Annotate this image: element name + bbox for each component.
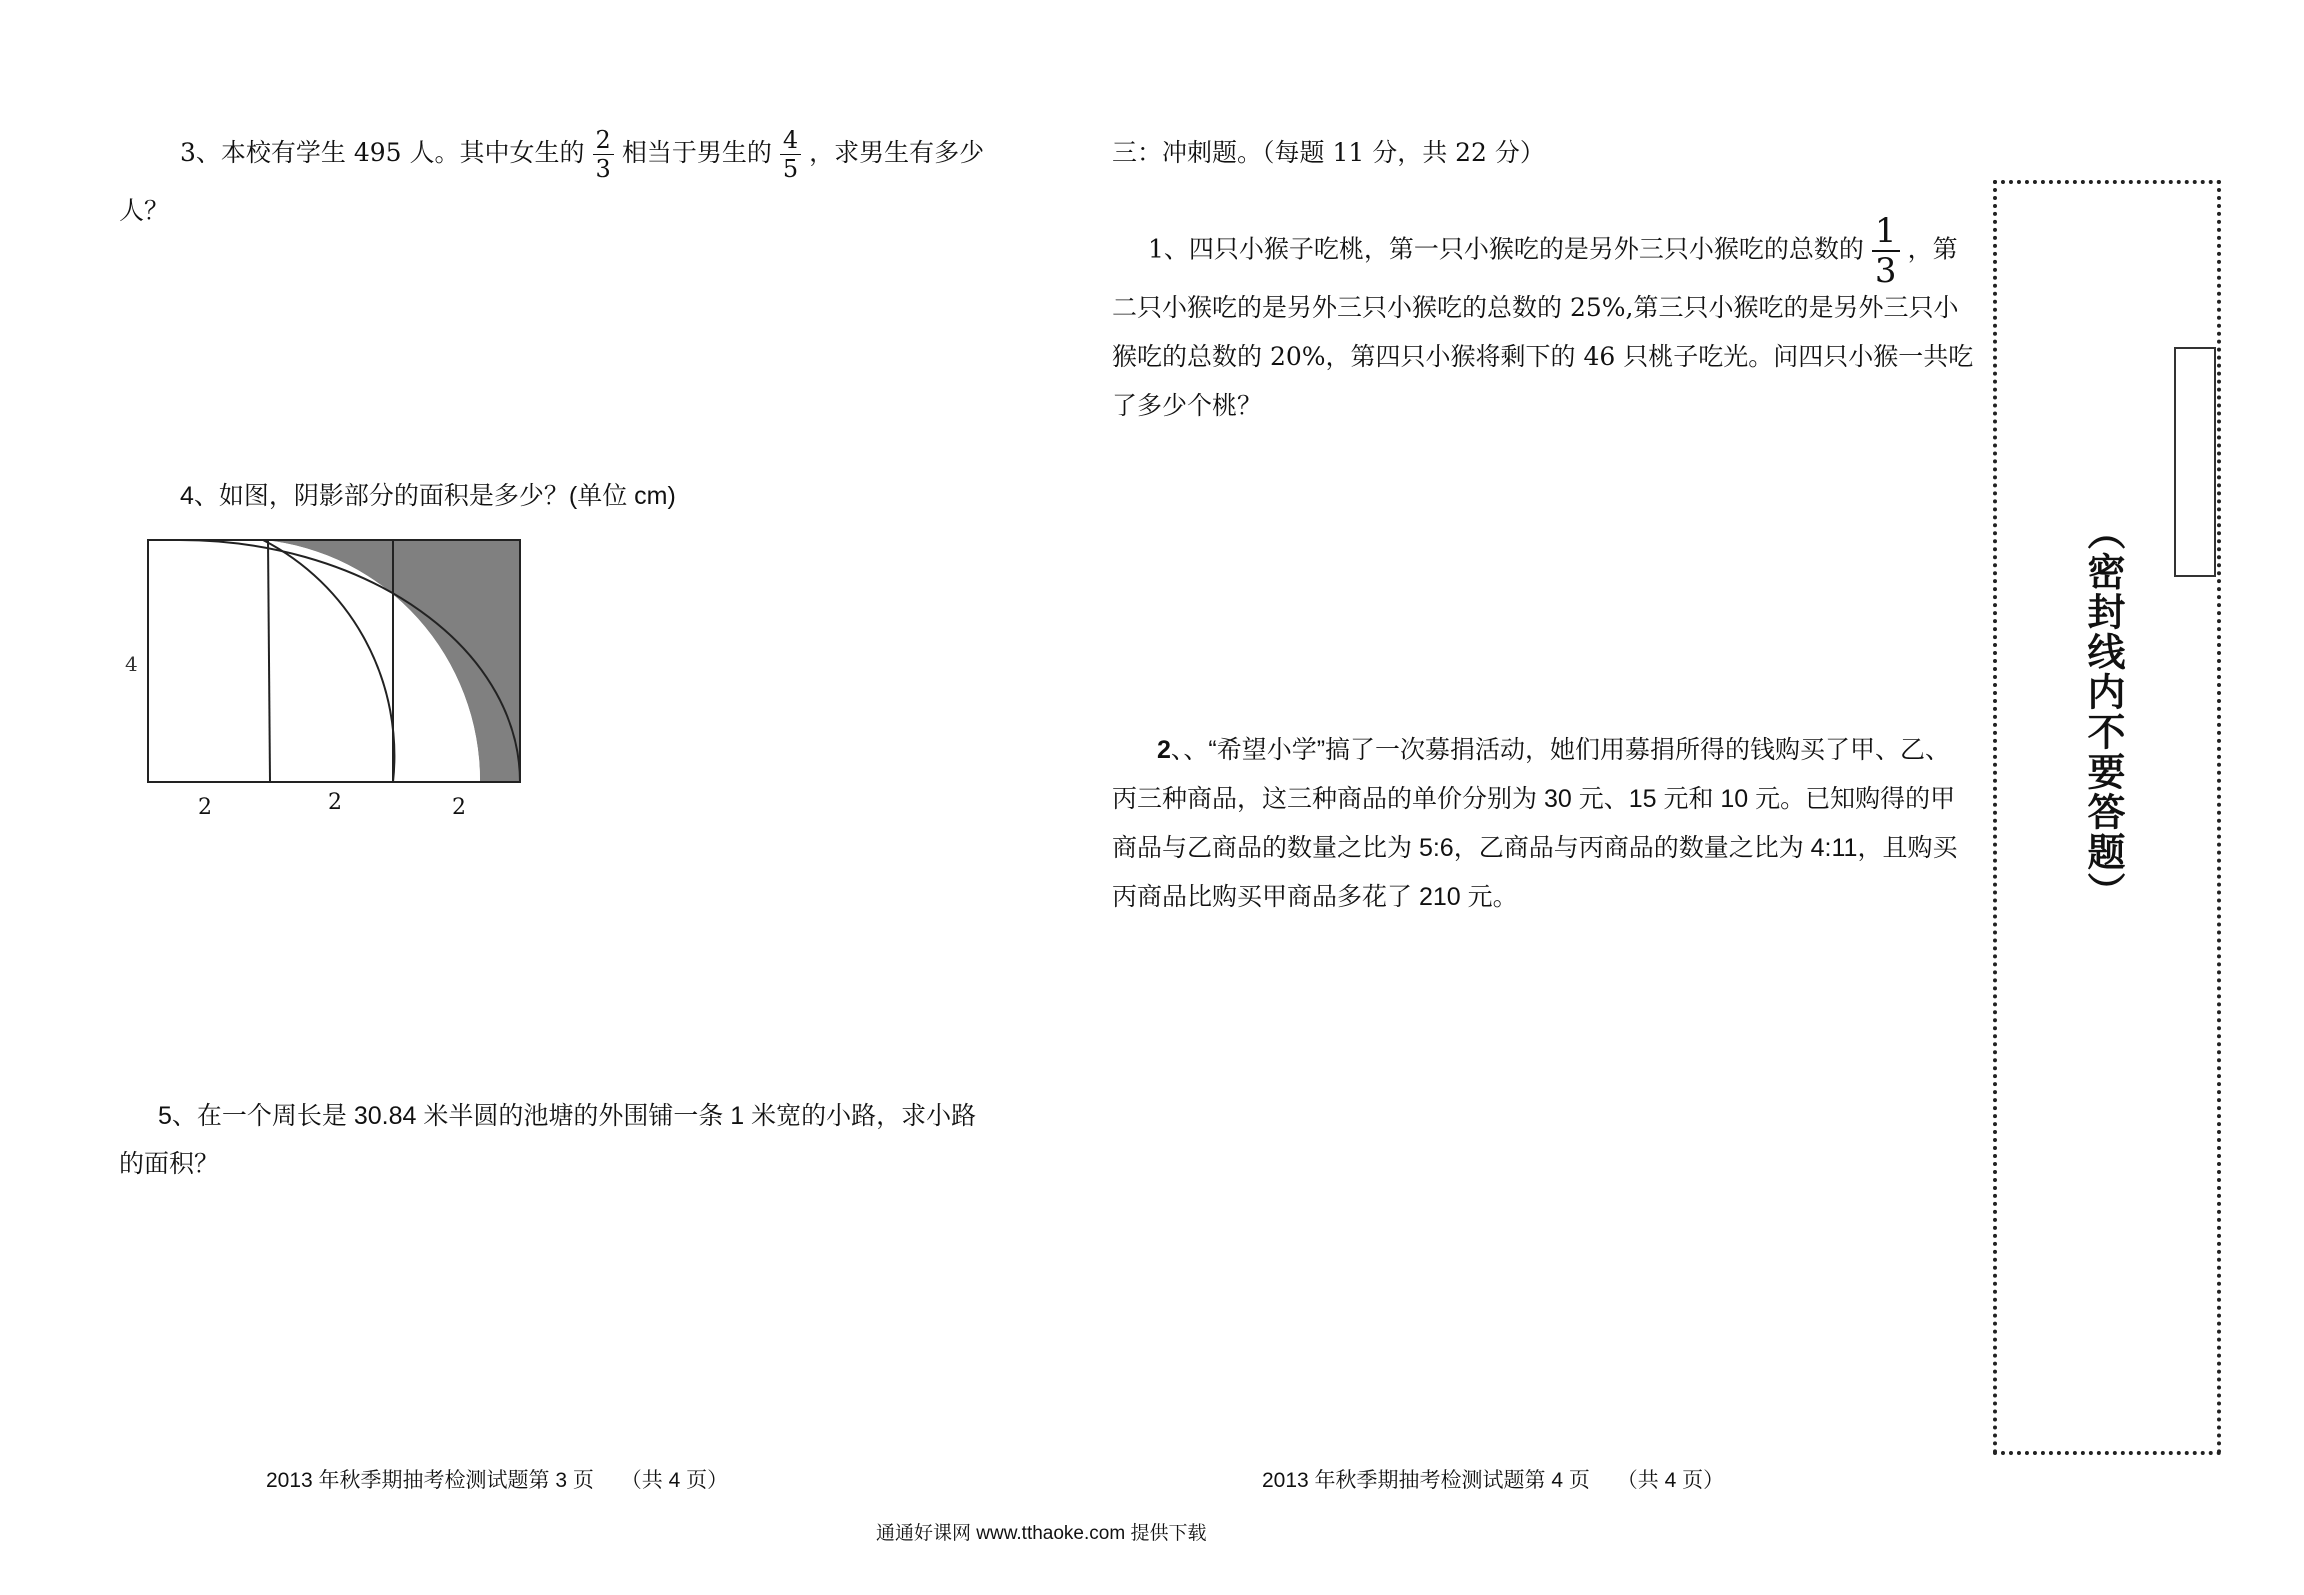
figure-width-label-1: 2 — [198, 795, 212, 820]
figure-width-label-3: 2 — [452, 795, 466, 820]
question-4-figure — [110, 530, 530, 830]
fraction-4-5: $\frac{4}{5}$ — [780, 128, 801, 181]
question-1-line4: 了多少个桃？ — [1112, 391, 1263, 420]
fraction-2-3: $\frac{2}{3}$ — [593, 128, 614, 181]
fraction-1-3: $\frac{1}{3}$ — [1872, 214, 1900, 288]
question-1-line3: 猴吃的总数的 20%，第四只小猴将剩下的 46 只桃子吃光。问四只小猴一共吃 — [1112, 342, 1974, 371]
question-5-line1: 5、在一个周长是 30.84 米半圆的池塘的外围铺一条 1 米宽的小路，求小路 — [158, 1102, 977, 1130]
question-2-line2: 丙三种商品，这三种商品的单价分别为 30 元、15 元和 10 元。已知购得的甲 — [1112, 785, 1956, 813]
site-footer: 通通好课网 www.tthaoke.com 提供下载 — [876, 1523, 1207, 1544]
seal-text: （密封线内不要答题） — [2081, 512, 2125, 912]
seal-tab — [2174, 347, 2216, 577]
divider-line-1 — [268, 540, 270, 782]
question-2-line3: 商品与乙商品的数量之比为 5:6，乙商品与丙商品的数量之比为 4:11，且购买 — [1112, 834, 1958, 862]
question-4-text: 4、如图，阴影部分的面积是多少？(单位 cm) — [180, 482, 676, 510]
figure-width-label-2: 2 — [328, 790, 342, 815]
question-2-line4: 丙商品比购买甲商品多花了 210 元。 — [1112, 883, 1518, 911]
question-3-line2: 人？ — [119, 196, 170, 225]
question-2-line1: 2、、“希望小学”搞了一次募捐活动，她们用募捐所得的钱购买了甲、乙、 — [1157, 736, 1951, 764]
page-4-footer: 2013 年秋季期抽考检测试题第 4 页 （共 4 页） — [1262, 1469, 1725, 1492]
question-5-line2: 的面积？ — [119, 1150, 220, 1178]
question-3-line1: 3、本校有学生 495 人。其中女生的 $\frac{2}{3}$ 相当于男生的 $\frac{4}{5}$ ，求男生有多少 — [180, 126, 985, 183]
question-1-line1: 1、四只小猴子吃桃，第一只小猴吃的是另外三只小猴吃的总数的 $\frac{1}{3}$ ，第 — [1148, 211, 1958, 291]
page-3-footer: 2013 年秋季期抽考检测试题第 3 页 （共 4 页） — [266, 1469, 729, 1492]
section-title: 三：冲刺题。（每题 11 分，共 22 分） — [1112, 138, 1545, 167]
figure-height-label: 4 — [125, 652, 138, 676]
question-1-line2: 二只小猴吃的是另外三只小猴吃的总数的 25%,第三只小猴吃的是另外三只小 — [1112, 293, 1959, 322]
